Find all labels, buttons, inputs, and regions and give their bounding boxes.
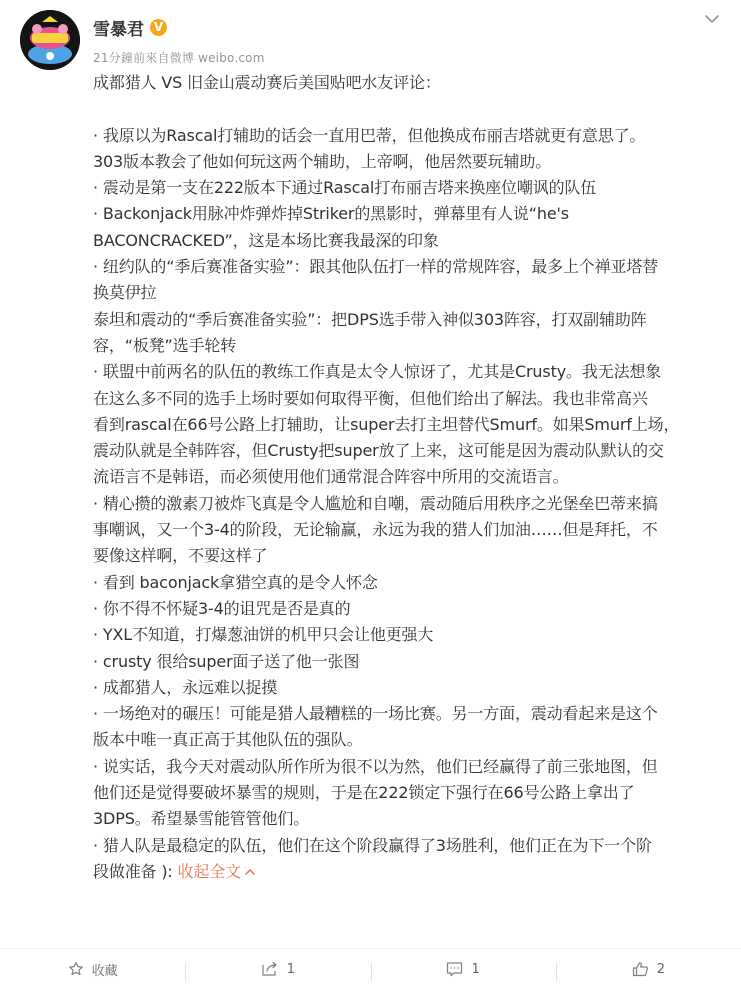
post-text-line: 事嘲讽，又一个3-4的阶段，无论输赢，永远为我的猎人们加油……但是拜托，不: [93, 520, 658, 540]
post-text-line: · 你不得不怀疑3-4的诅咒是否是真的: [93, 598, 351, 618]
post-text-line: 成都猎人 VS 旧金山震动赛后美国贴吧水友评论：: [93, 73, 441, 92]
post-text-line: · 猎人队是最稳定的队伍，他们在这个阶段赢得了3场胜利，他们正在为下一个阶: [93, 835, 652, 855]
username[interactable]: 雪暴君: [93, 19, 144, 40]
post-text-line: · 震动是第一支在222版本下通过Rascal打布丽吉塔来换座位嘲讽的队伍: [93, 178, 597, 198]
share-icon: [261, 961, 279, 977]
verified-mark: V: [153, 20, 164, 34]
like-button[interactable]: [556, 961, 741, 977]
post-meta[interactable]: 21分鐘前來自微博 weibo.com: [93, 51, 265, 65]
post-text-line: · 纽约队的“季后赛准备实验”：跟其他队伍打一样的常规阵容，最多上个禅亚塔替: [93, 257, 659, 277]
post-menu-button[interactable]: [702, 9, 722, 29]
post-text-line: 容，“板凳”选手轮转: [93, 335, 237, 355]
avatar-logo-icon: [20, 10, 80, 70]
post-text-line: 3DPS。希望暴雪能管管他们。: [93, 809, 310, 829]
post-text-line: [93, 96, 723, 122]
post-text-line: · 成都猎人，永远难以捉摸: [93, 677, 278, 697]
post-text-line: 震动队就是全韩阵容，但Crusty把super放了上来，这可能是因为震动队默认的交: [93, 441, 664, 461]
post-text-line: 流语言不是韩语，而必须使用他们通常混合阵容中所用的交流语言。: [93, 467, 569, 487]
post-text-line: · 说实话，我今天对震动队所作所为很不以为然，他们已经赢得了前三张地图，但: [93, 756, 658, 776]
post-text-line: · Backonjack用脉冲炸弹炸掉Striker的黑影时，弹幕里有人说“he's: [93, 204, 569, 224]
verified-badge-icon: [150, 19, 167, 36]
post-text-line-last: [93, 859, 723, 885]
thumbs-up-icon: [632, 961, 649, 977]
comment-icon: [446, 961, 463, 977]
post-text-line: 版本中唯一真正高于其他队伍的强队。: [93, 730, 363, 750]
repost-button[interactable]: [185, 961, 370, 977]
post-text-line: · 联盟中前两名的队伍的教练工作真是太令人惊讶了，尤其是Crusty。我无法想象: [93, 362, 662, 382]
post-content: [93, 70, 723, 885]
post-text-line: 在这么多不同的选手上场时要如何取得平衡，但他们给出了解法。我也非常高兴: [93, 388, 648, 408]
post-text-line: 303版本教会了他如何玩这两个辅助，上帝啊，他居然要玩辅助。: [93, 151, 552, 171]
post-text-line: 他们还是觉得要破坏暴雪的规则，于是在222锁定下强行在66号公路上拿出了: [93, 783, 635, 803]
post-text-line: · YXL不知道，打爆葱油饼的机甲只会让他更强大: [93, 625, 434, 645]
post-text-line: BACONCRACKED”，这是本场比赛我最深的印象: [93, 230, 439, 250]
collapse-full-text-link[interactable]: [173, 862, 257, 881]
post-text-line: 要像这样啊，不要这样了: [93, 546, 268, 566]
post-text-line: · 我原以为Rascal打辅助的话会一直用巴蒂，但他换成布丽吉塔就更有意思了。: [93, 125, 646, 145]
action-bar: [0, 948, 741, 989]
favorite-button[interactable]: [0, 960, 185, 979]
post-text-line: 段做准备 ):: [93, 861, 173, 881]
post-text-line: 换莫伊拉: [93, 283, 157, 303]
comment-count: 1: [471, 961, 480, 977]
post-text-line: 泰坦和震动的“季后赛准备实验”：把DPS选手带入神似303阵容，打双副辅助阵: [93, 309, 647, 329]
post-text-line: 看到rascal在66号公路上打辅助，让super去打主坦替代Smurf。如果Smurf上场，: [93, 414, 680, 434]
author-row: [93, 14, 167, 40]
post-text-line: · 一场绝对的碾压！可能是猎人最糟糕的一场比赛。另一方面，震动看起来是这个: [93, 704, 658, 724]
chevron-down-icon: [702, 9, 722, 29]
star-icon: [68, 961, 84, 977]
like-count: 2: [656, 961, 666, 977]
repost-count: 1: [286, 961, 296, 977]
post-text-line: · 看到 baconjack拿猎空真的是令人怀念: [93, 572, 378, 592]
comment-button[interactable]: [371, 961, 556, 977]
favorite-label: 收藏: [91, 963, 118, 979]
post-text-line: · crusty 很给super面子送了他一张图: [93, 651, 360, 671]
chevron-up-icon: [243, 865, 257, 879]
avatar[interactable]: [20, 10, 80, 70]
post-text-line: · 精心攒的激素刀被炸飞真是令人尴尬和自嘲，震动随后用秩序之光堡垒巴蒂来搞: [93, 493, 658, 513]
collapse-label: 收起全文: [177, 861, 242, 881]
